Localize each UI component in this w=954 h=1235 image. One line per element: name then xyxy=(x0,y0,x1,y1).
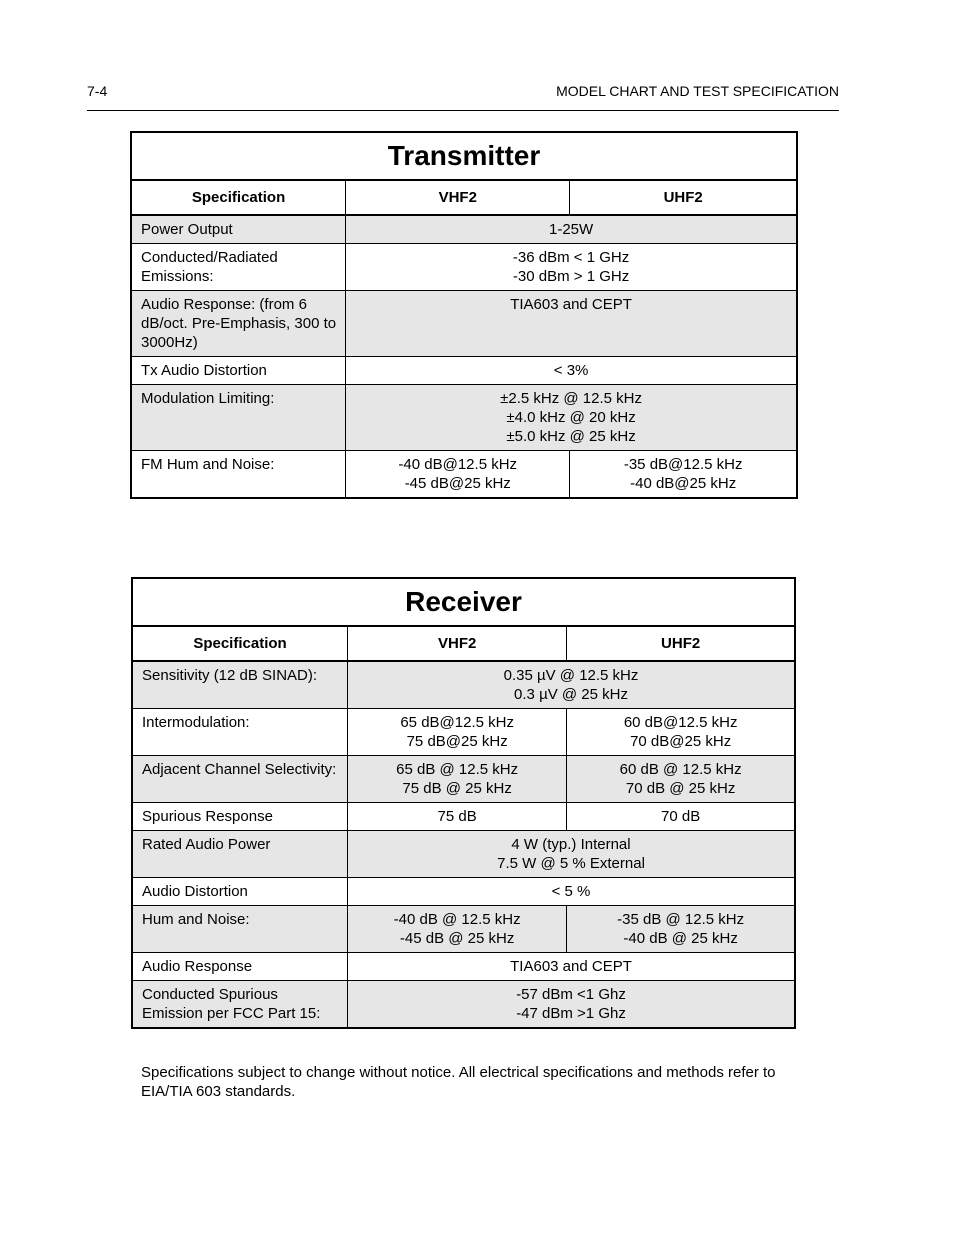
spec-value-uhf2: -35 dB@12.5 kHz -40 dB@25 kHz xyxy=(570,451,797,499)
spec-label: Modulation Limiting: xyxy=(131,385,346,451)
spec-value-both-bands: < 3% xyxy=(346,357,797,385)
table-row xyxy=(132,953,795,981)
spec-label: Hum and Noise: xyxy=(132,906,348,953)
spec-label: Audio Response: (from 6 dB/oct. Pre-Emphasis, 300 to 3000Hz) xyxy=(131,291,346,357)
page-number: 7-4 xyxy=(87,83,108,99)
column-header-uhf2: UHF2 xyxy=(570,180,797,215)
spec-label: Audio Distortion xyxy=(132,878,348,906)
table-row xyxy=(131,385,797,451)
spec-value-both-bands: ±2.5 kHz @ 12.5 kHz ±4.0 kHz @ 20 kHz ±5.0 kHz @ 25 kHz xyxy=(346,385,797,451)
receiver-table xyxy=(131,577,796,1029)
page-header xyxy=(87,83,839,103)
table-row xyxy=(132,906,795,953)
spec-label: Audio Response xyxy=(132,953,348,981)
table-row xyxy=(132,709,795,756)
spec-value-uhf2: -35 dB @ 12.5 kHz -40 dB @ 25 kHz xyxy=(567,906,795,953)
spec-value-both-bands: < 5 % xyxy=(348,878,795,906)
spec-value-both-bands: TIA603 and CEPT xyxy=(348,953,795,981)
spec-value-both-bands: TIA603 and CEPT xyxy=(346,291,797,357)
section-title: MODEL CHART AND TEST SPECIFICATION xyxy=(556,83,839,99)
spec-value-vhf2: 65 dB @ 12.5 kHz 75 dB @ 25 kHz xyxy=(348,756,567,803)
column-header-vhf2: VHF2 xyxy=(348,626,567,661)
table-row xyxy=(131,244,797,291)
table-row xyxy=(131,291,797,357)
spec-label: FM Hum and Noise: xyxy=(131,451,346,499)
spec-label: Intermodulation: xyxy=(132,709,348,756)
spec-label: Spurious Response xyxy=(132,803,348,831)
table-row xyxy=(132,803,795,831)
spec-value-both-bands: -36 dBm < 1 GHz -30 dBm > 1 GHz xyxy=(346,244,797,291)
spec-value-uhf2: 60 dB@12.5 kHz 70 dB@25 kHz xyxy=(567,709,795,756)
spec-label: Tx Audio Distortion xyxy=(131,357,346,385)
spec-value-vhf2: -40 dB @ 12.5 kHz -45 dB @ 25 kHz xyxy=(348,906,567,953)
receiver-rows xyxy=(132,661,795,1028)
header-rule xyxy=(87,110,839,111)
spec-label: Conducted/Radiated Emissions: xyxy=(131,244,346,291)
receiver-title: Receiver xyxy=(132,578,795,626)
table-row xyxy=(132,661,795,709)
spec-value-vhf2: 65 dB@12.5 kHz 75 dB@25 kHz xyxy=(348,709,567,756)
footnote: Specifications subject to change without notice. All electrical specifications and methods refer to EIA/TIA 603 standards. xyxy=(141,1064,776,1100)
spec-value-vhf2: -40 dB@12.5 kHz -45 dB@25 kHz xyxy=(346,451,570,499)
table-row xyxy=(132,756,795,803)
spec-value-uhf2: 70 dB xyxy=(567,803,795,831)
transmitter-table xyxy=(130,131,798,499)
spec-value-both-bands: 1-25W xyxy=(346,215,797,244)
spec-value-both-bands: 0.35 µV @ 12.5 kHz 0.3 µV @ 25 kHz xyxy=(348,661,795,709)
spec-label: Conducted Spurious Emission per FCC Part 15: xyxy=(132,981,348,1029)
table-row xyxy=(131,215,797,244)
column-header-uhf2: UHF2 xyxy=(567,626,795,661)
spec-label: Power Output xyxy=(131,215,346,244)
table-row xyxy=(132,878,795,906)
spec-value-both-bands: 4 W (typ.) Internal 7.5 W @ 5 % External xyxy=(348,831,795,878)
table-row xyxy=(132,831,795,878)
spec-value-both-bands: -57 dBm <1 Ghz -47 dBm >1 Ghz xyxy=(348,981,795,1029)
table-row xyxy=(132,981,795,1029)
transmitter-title: Transmitter xyxy=(131,132,797,180)
spec-label: Adjacent Channel Selectivity: xyxy=(132,756,348,803)
table-row xyxy=(131,357,797,385)
table-row xyxy=(131,451,797,499)
spec-label: Sensitivity (12 dB SINAD): xyxy=(132,661,348,709)
spec-value-uhf2: 60 dB @ 12.5 kHz 70 dB @ 25 kHz xyxy=(567,756,795,803)
spec-value-vhf2: 75 dB xyxy=(348,803,567,831)
transmitter-rows xyxy=(131,215,797,498)
spec-label: Rated Audio Power xyxy=(132,831,348,878)
column-header-specification: Specification xyxy=(132,626,348,661)
column-header-specification: Specification xyxy=(131,180,346,215)
column-header-vhf2: VHF2 xyxy=(346,180,570,215)
